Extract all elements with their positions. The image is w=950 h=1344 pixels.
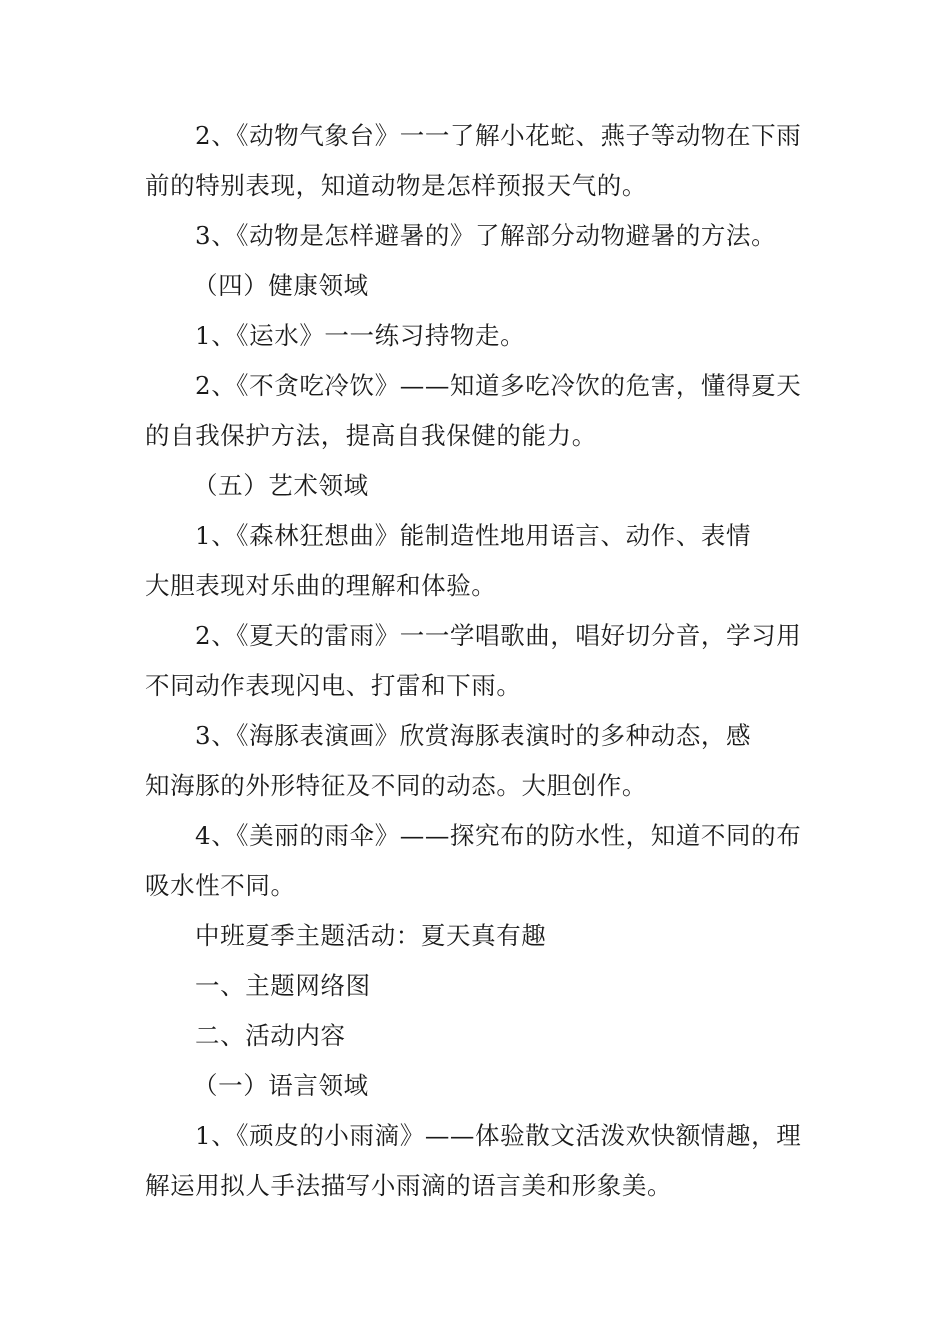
paragraph-line: 前的特别表现，知道动物是怎样预报天气的。 <box>145 171 647 200</box>
paragraph-line: 知海豚的外形特征及不同的动态。大胆创作。 <box>145 771 647 800</box>
section-heading: 一、主题网络图 <box>195 971 371 1000</box>
paragraph-line: 的自我保护方法，提高自我保健的能力。 <box>145 421 597 450</box>
section-heading: （四）健康领域 <box>193 271 369 300</box>
section-heading: （一）语言领域 <box>193 1071 369 1100</box>
section-heading: （五）艺术领域 <box>193 471 369 500</box>
paragraph-line: 1、《顽皮的小雨滴》——体验散文活泼欢快额情趣，理 <box>195 1121 802 1150</box>
paragraph-line: 1、《运水》一一练习持物走。 <box>195 321 526 350</box>
paragraph-line: 3、《动物是怎样避暑的》了解部分动物避暑的方法。 <box>195 221 777 250</box>
paragraph-line: 4、《美丽的雨伞》——探究布的防水性，知道不同的布 <box>195 821 802 850</box>
section-heading: 二、活动内容 <box>195 1021 346 1050</box>
paragraph-line: 3、《海豚表演画》欣赏海豚表演时的多种动态，感 <box>195 721 752 750</box>
paragraph-line: 解运用拟人手法描写小雨滴的语言美和形象美。 <box>145 1171 673 1200</box>
paragraph-line: 2、《不贪吃冷饮》——知道多吃冷饮的危害，懂得夏天 <box>195 371 802 400</box>
document-title: 中班夏季主题活动：夏天真有趣 <box>195 921 547 950</box>
paragraph-line: 大胆表现对乐曲的理解和体验。 <box>145 571 497 600</box>
paragraph-line: 1、《森林狂想曲》能制造性地用语言、动作、表情 <box>195 521 752 550</box>
paragraph-line: 2、《动物气象台》一一了解小花蛇、燕子等动物在下雨 <box>195 121 802 150</box>
paragraph-line: 吸水性不同。 <box>145 871 296 900</box>
paragraph-line: 2、《夏天的雷雨》一一学唱歌曲，唱好切分音，学习用 <box>195 621 802 650</box>
paragraph-line: 不同动作表现闪电、打雷和下雨。 <box>145 671 522 700</box>
